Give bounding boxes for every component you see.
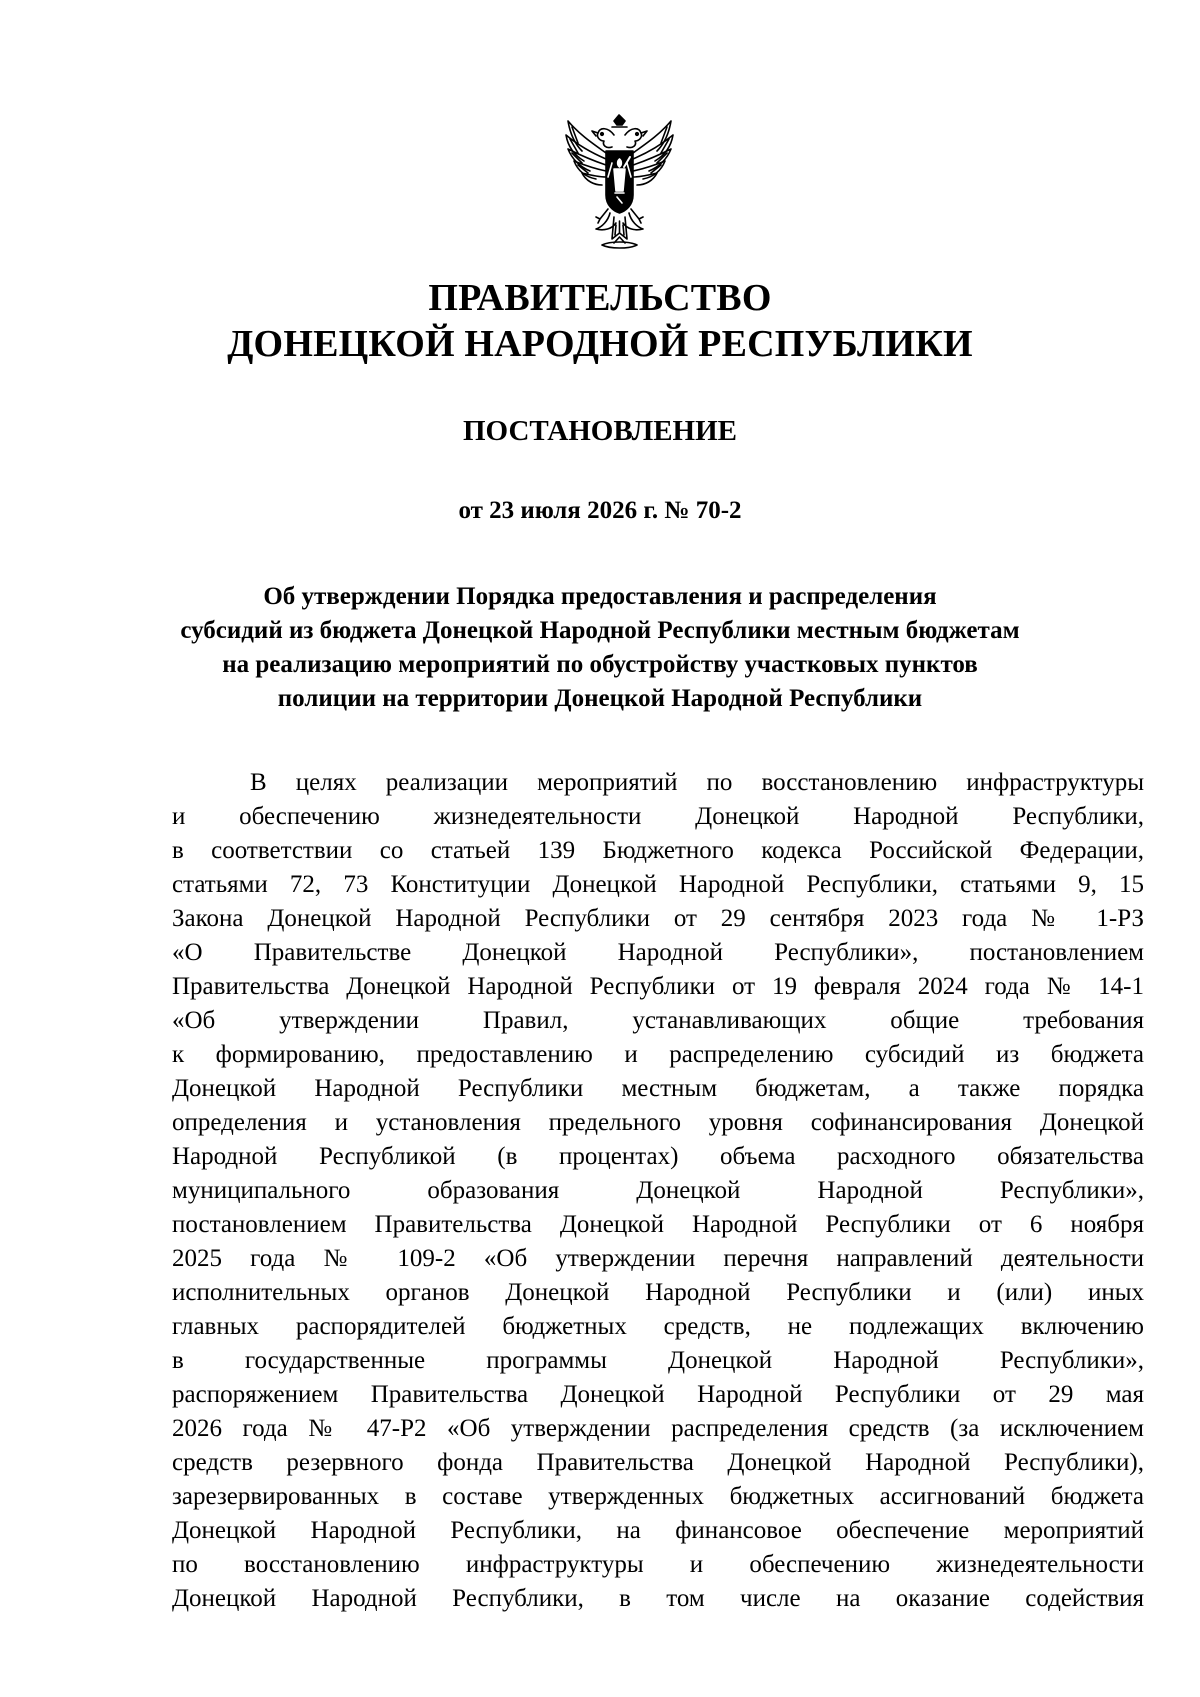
- subject-line: на реализацию мероприятий по обустройству участковых пунктов: [222, 651, 978, 678]
- subject-line: субсидий из бюджета Донецкой Народной Республики местным бюджетам: [180, 617, 1020, 644]
- body-line: в государственные программы Донецкой Народной Республики»,: [172, 1347, 1144, 1374]
- body-line: Донецкой Народной Республики местным бюджетам, а также порядка: [172, 1075, 1144, 1102]
- body-line: постановлением Правительства Донецкой Народной Республики от 6 ноября: [172, 1211, 1144, 1238]
- organization-title-line2: ДОНЕЦКОЙ НАРОДНОЙ РЕСПУБЛИКИ: [227, 323, 973, 365]
- body-line: главных распорядителей бюджетных средств, не подлежащих включению: [172, 1313, 1144, 1340]
- body-line: 2025 года № 109-2 «Об утверждении перечня направлений деятельности: [172, 1245, 1144, 1272]
- body-line: определения и установления предельного уровня софинансирования Донецкой: [172, 1109, 1144, 1136]
- document-type: ПОСТАНОВЛЕНИЕ: [462, 415, 737, 447]
- body-line: Правительства Донецкой Народной Республики от 19 февраля 2024 года № 14-1: [172, 973, 1144, 1000]
- body-line: «Об утверждении Правил, устанавливающих общие требования: [172, 1007, 1144, 1034]
- organization-title-line1: ПРАВИТЕЛЬСТВО: [428, 277, 772, 319]
- body-line: муниципального образования Донецкой Народной Республики»,: [172, 1177, 1144, 1204]
- coat-of-arms-icon: [562, 113, 677, 259]
- body-line: «О Правительстве Донецкой Народной Республики», постановлением: [172, 939, 1144, 966]
- body-line: Закона Донецкой Народной Республики от 29 сентября 2023 года № 1-РЗ: [172, 905, 1144, 932]
- body-line: Донецкой Народной Республики, в том числе на оказание содействия: [172, 1585, 1144, 1612]
- subject-line: полиции на территории Донецкой Народной Республики: [277, 685, 923, 712]
- body-line: Донецкой Народной Республики, на финансовое обеспечение мероприятий: [172, 1517, 1144, 1544]
- body-line: 2026 года № 47-Р2 «Об утверждении распределения средств (за исключением: [172, 1415, 1144, 1442]
- body-line: к формированию, предоставлению и распределению субсидий из бюджета: [172, 1041, 1144, 1068]
- body-line: статьями 72, 73 Конституции Донецкой Народной Республики, статьями 9, 15: [172, 871, 1144, 898]
- body-line: В целях реализации мероприятий по восстановлению инфраструктуры: [250, 769, 1144, 796]
- body-line: и обеспечению жизнедеятельности Донецкой Народной Республики,: [172, 803, 1144, 830]
- body-line: Народной Республикой (в процентах) объема расходного обязательства: [172, 1143, 1144, 1170]
- body-line: зарезервированных в составе утвержденных бюджетных ассигнований бюджета: [172, 1483, 1144, 1510]
- body-line: исполнительных органов Донецкой Народной Республики и (или) иных: [172, 1279, 1144, 1306]
- body-line: в соответствии со статьей 139 Бюджетного кодекса Российской Федерации,: [172, 837, 1144, 864]
- body-line: средств резервного фонда Правительства Донецкой Народной Республики),: [172, 1449, 1144, 1476]
- body-line: распоряжением Правительства Донецкой Народной Республики от 29 мая: [172, 1381, 1144, 1408]
- document-body: [172, 766, 1144, 1616]
- body-line: по восстановлению инфраструктуры и обеспечению жизнедеятельности: [172, 1551, 1144, 1578]
- document-date-number: от 23 июля 2026 г. № 70-2: [458, 497, 742, 524]
- document-subject: [160, 580, 1040, 716]
- subject-line: Об утверждении Порядка предоставления и распределения: [263, 583, 937, 610]
